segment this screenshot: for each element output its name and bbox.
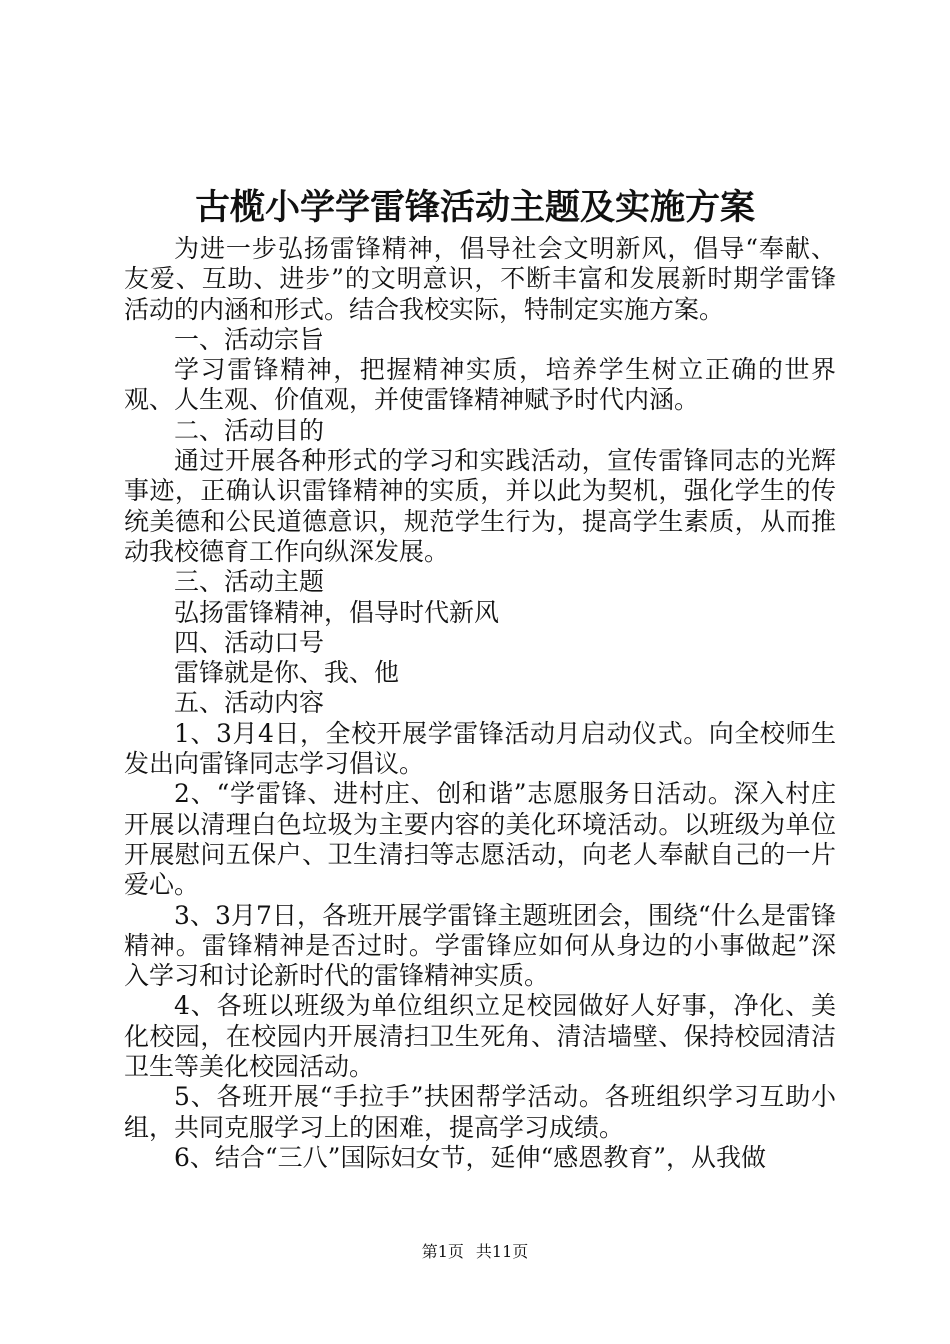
intro-paragraph: 为进一步弘扬雷锋精神，倡导社会文明新风，倡导“奉献、友爱、互助、进步”的文明意识，不断丰富和发展新时期学雷锋活动的内涵和形式。结合我校实际，特制定实施方案。: [124, 234, 836, 324]
page-total: 共11页: [475, 1242, 529, 1261]
page-number: 第1页: [421, 1242, 464, 1261]
content-item-5: 5、各班开展“手拉手”扶困帮学活动。各班组织学习互助小组，共同克服学习上的困难，提高学习成绩。: [124, 1082, 836, 1142]
goal-paragraph: 通过开展各种形式的学习和实践活动，宣传雷锋同志的光辉事迹，正确认识雷锋精神的实质，并以此为契机，强化学生的传统美德和公民道德意识，规范学生行为，提高学生素质，从而推动我校德育工作向纵深发展。: [124, 446, 836, 566]
document-title: 古榄小学学雷锋活动主题及实施方案: [194, 187, 755, 228]
section-heading-goal: 二、活动目的: [174, 415, 325, 445]
content-item-4: 4、各班以班级为单位组织立足校园做好人好事，净化、美化校园，在校园内开展清扫卫生死角、清洁墙壁、保持校园清洁卫生等美化校园活动。: [124, 991, 836, 1082]
theme-paragraph: 弘扬雷锋精神，倡导时代新风: [174, 597, 500, 627]
page-footer: [0, 1242, 950, 1262]
slogan-paragraph: 雷锋就是你、我、他: [174, 658, 400, 688]
section-heading-slogan: 四、活动口号: [174, 627, 325, 657]
content-item-6: 6、结合“三八”国际妇女节，延伸“感恩教育”，从我做: [174, 1142, 767, 1172]
content-item-1: 1、3月4日，全校开展学雷锋活动月启动仪式。向全校师生发出向雷锋同志学习倡议。: [124, 718, 836, 779]
document-body: [124, 234, 836, 1173]
section-heading-content: 五、活动内容: [174, 688, 325, 718]
content-item-3: 3、3月7日，各班开展学雷锋主题班团会，围绕“什么是雷锋精神。雷锋精神是否过时。学雷锋应如何从身边的小事做起”深入学习和讨论新时代的雷锋精神实质。: [124, 900, 836, 991]
purpose-paragraph: 学习雷锋精神，把握精神实质，培养学生树立正确的世界观、人生观、价值观，并使雷锋精神赋予时代内涵。: [124, 355, 836, 415]
section-heading-theme: 三、活动主题: [174, 567, 325, 597]
section-heading-purpose: 一、活动宗旨: [174, 324, 325, 354]
content-item-2: 2、“学雷锋、进村庄、创和谐”志愿服务日活动。深入村庄开展以清理白色垃圾为主要内容的美化环境活动。以班级为单位开展慰问五保户、卫生清扫等志愿活动，向老人奉献自己的一片爱心。: [124, 779, 836, 900]
